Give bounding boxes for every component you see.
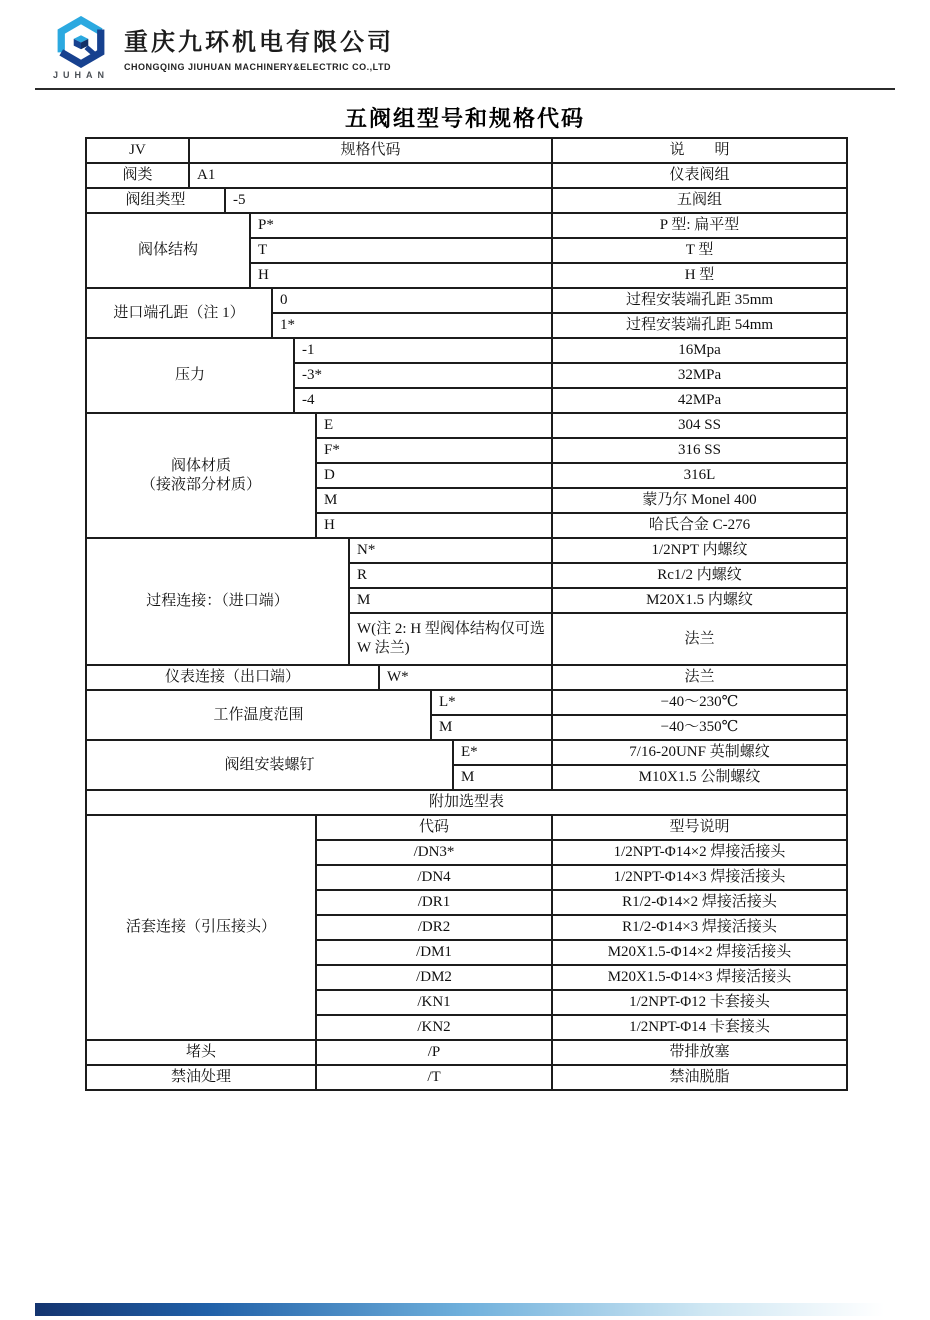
code-cell: 1*: [272, 313, 552, 338]
label-instrument-connection: 仪表连接（出口端）: [86, 665, 379, 690]
page-title: 五阀组型号和规格代码: [344, 106, 585, 131]
logo-brand-text: JUHAN: [52, 70, 109, 80]
desc-cell: −40～230℃: [552, 690, 847, 715]
code-cell: R: [349, 563, 552, 588]
desc-cell: 1/2NPT 内螺纹: [552, 538, 847, 563]
desc-cell: 1/2NPT-Φ12 卡套接头: [552, 990, 847, 1015]
code-cell: M: [431, 715, 552, 740]
code-cell: M: [349, 588, 552, 613]
label-valve-class: 阀类: [86, 163, 189, 188]
table-row: [86, 815, 847, 840]
code-cell: -3*: [294, 363, 552, 388]
code-cell: /DR2: [316, 915, 552, 940]
code-cell: /DN4: [316, 865, 552, 890]
code-cell: /DM1: [316, 940, 552, 965]
label-process-connection: 过程连接：（进口端）: [86, 538, 349, 665]
label-manifold-type: 阀组类型: [86, 188, 225, 213]
code-cell: -1: [294, 338, 552, 363]
desc-cell: 哈氏合金 C-276: [552, 513, 847, 538]
code-cell: W(注 2: H 型阀体结构仅可选 W 法兰): [349, 613, 552, 665]
code-cell: P*: [250, 213, 552, 238]
desc-cell: R1/2-Φ14×3 焊接活接头: [552, 915, 847, 940]
label-mounting-screw: 阀组安装螺钉: [86, 740, 453, 790]
table-row: [86, 538, 847, 563]
header-divider: [35, 88, 895, 90]
desc-cell: 304 SS: [552, 413, 847, 438]
desc-cell: 过程安装端孔距 54mm: [552, 313, 847, 338]
table-row: [86, 665, 847, 690]
code-cell: 0: [272, 288, 552, 313]
desc-cell: 1/2NPT-Φ14×3 焊接活接头: [552, 865, 847, 890]
desc-cell: 带排放塞: [552, 1040, 847, 1065]
desc-cell: M10X1.5 公制螺纹: [552, 765, 847, 790]
desc-cell: 仪表阀组: [552, 163, 847, 188]
code-cell: -5: [225, 188, 552, 213]
code-cell: H: [250, 263, 552, 288]
company-block: [124, 16, 394, 72]
label-body-material: [86, 413, 316, 538]
section-additional-options: 附加选型表: [86, 790, 847, 815]
code-cell: /KN1: [316, 990, 552, 1015]
desc-cell: R1/2-Φ14×2 焊接活接头: [552, 890, 847, 915]
code-cell: N*: [349, 538, 552, 563]
desc-cell: 316 SS: [552, 438, 847, 463]
desc-cell: M20X1.5-Φ14×3 焊接活接头: [552, 965, 847, 990]
table-row: [86, 188, 847, 213]
label-oil-free: 禁油处理: [86, 1065, 316, 1090]
table-row: [86, 740, 847, 765]
desc-cell: M20X1.5 内螺纹: [552, 588, 847, 613]
code-cell: D: [316, 463, 552, 488]
table-row: [86, 338, 847, 363]
desc-cell: M20X1.5-Φ14×2 焊接活接头: [552, 940, 847, 965]
desc-cell: 禁油脱脂: [552, 1065, 847, 1090]
code-cell: /P: [316, 1040, 552, 1065]
label-inlet-hole-distance: 进口端孔距（注 1）: [86, 288, 272, 338]
desc-cell: 过程安装端孔距 35mm: [552, 288, 847, 313]
label-body-structure: 阀体结构: [86, 213, 250, 288]
label-temp-range: 工作温度范围: [86, 690, 431, 740]
desc-cell: 法兰: [552, 665, 847, 690]
spec-table: [85, 137, 848, 1091]
code-cell: -4: [294, 388, 552, 413]
company-logo: [52, 16, 110, 80]
code-cell: E*: [453, 740, 552, 765]
company-name-cn: 重庆九环机电有限公司: [124, 30, 394, 56]
section-row: [86, 790, 847, 815]
table-row: [86, 1040, 847, 1065]
table-row: [86, 213, 847, 238]
col-description: 说 明: [552, 138, 847, 163]
letterhead: [52, 16, 394, 80]
label-pressure: 压力: [86, 338, 294, 413]
code-cell: L*: [431, 690, 552, 715]
code-cell: W*: [379, 665, 552, 690]
code-cell: T: [250, 238, 552, 263]
code-cell: F*: [316, 438, 552, 463]
desc-cell: −40～350℃: [552, 715, 847, 740]
code-cell: /DN3*: [316, 840, 552, 865]
col-jv: JV: [86, 138, 189, 163]
desc-cell: 1/2NPT-Φ14×2 焊接活接头: [552, 840, 847, 865]
desc-cell: 316L: [552, 463, 847, 488]
desc-cell: 7/16-20UNF 英制螺纹: [552, 740, 847, 765]
code-cell: H: [316, 513, 552, 538]
desc-cell: Rc1/2 内螺纹: [552, 563, 847, 588]
code-cell: M: [453, 765, 552, 790]
desc-cell: P 型: 扁平型: [552, 213, 847, 238]
company-name-en: CHONGQING JIUHUAN MACHINERY&ELECTRIC CO.,LTD: [124, 62, 391, 72]
table-header-row: [86, 138, 847, 163]
code-cell: /KN2: [316, 1015, 552, 1040]
table-row: [86, 288, 847, 313]
code-cell: E: [316, 413, 552, 438]
desc-cell: 32MPa: [552, 363, 847, 388]
company-logo-icon: [55, 16, 107, 68]
desc-cell: T 型: [552, 238, 847, 263]
code-cell: /DR1: [316, 890, 552, 915]
table-row: [86, 413, 847, 438]
desc-cell: 五阀组: [552, 188, 847, 213]
desc-cell: H 型: [552, 263, 847, 288]
desc-cell: 1/2NPT-Φ14 卡套接头: [552, 1015, 847, 1040]
addon-col-code: 代码: [316, 815, 552, 840]
table-row: [86, 690, 847, 715]
desc-cell: 蒙乃尔 Monel 400: [552, 488, 847, 513]
col-spec-code: 规格代码: [189, 138, 552, 163]
footer-accent-bar: [35, 1303, 893, 1316]
desc-cell: 法兰: [552, 613, 847, 665]
code-cell: /T: [316, 1065, 552, 1090]
code-cell: M: [316, 488, 552, 513]
code-cell: /DM2: [316, 965, 552, 990]
code-cell: A1: [189, 163, 552, 188]
label-plug: 堵头: [86, 1040, 316, 1065]
addon-col-desc: 型号说明: [552, 815, 847, 840]
table-row: [86, 1065, 847, 1090]
label-body-material-line2: （接液部分材质）: [140, 476, 261, 493]
desc-cell: 42MPa: [552, 388, 847, 413]
table-row: [86, 163, 847, 188]
desc-cell: 16Mpa: [552, 338, 847, 363]
label-body-material-line1: 阀体材质: [170, 457, 231, 474]
label-union-connection: 活套连接（引压接头）: [86, 815, 316, 1040]
